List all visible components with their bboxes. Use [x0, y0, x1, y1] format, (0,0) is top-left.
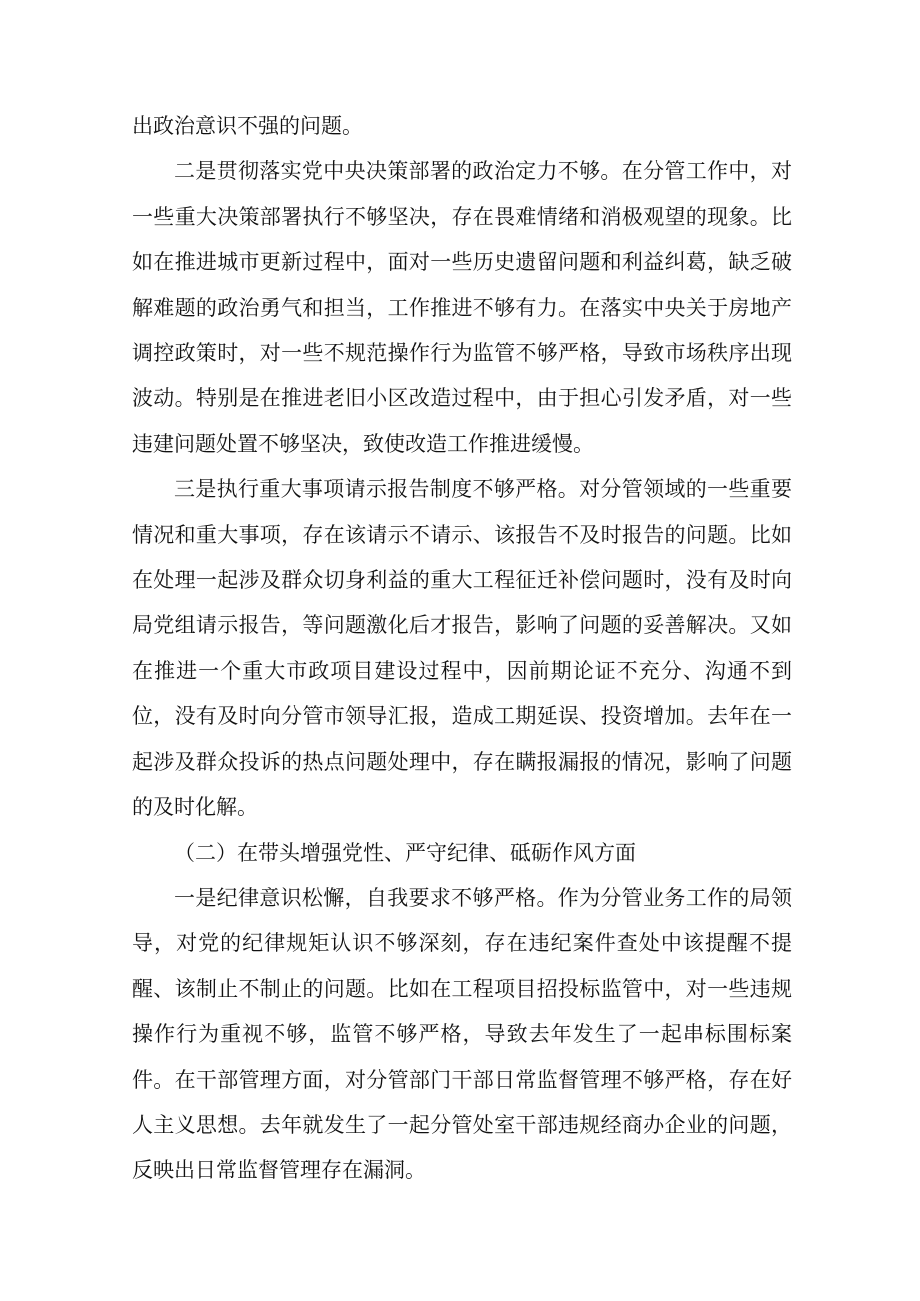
paragraph-point-three: 三是执行重大事项请示报告制度不够严格。对分管领域的一些重要情况和重大事项，存在该请示不请示、该报告不及时报告的问题。比如在处理一起涉及群众切身利益的重大工程征迁补偿问题时，没有及时向局党组请示报告，等问题激化后才报告，影响了问题的妥善解决。又如在推进一个重大市政项目建设过程中，因前期论证不充分、沟通不到位，没有及时向分管市领导汇报，造成工期延误、投资增加。去年在一起涉及群众投诉的热点问题处理中，存在瞒报漏报的情况，影响了问题的及时化解。 [132, 477, 792, 820]
document-body [132, 104, 792, 1194]
paragraph-continuation: 出政治意识不强的问题。 [132, 114, 363, 138]
section-heading: （二）在带头增强党性、严守纪律、砥砺作风方面 [174, 840, 636, 865]
paragraph-point-two: 二是贯彻落实党中央决策部署的政治定力不够。在分管工作中，对一些重大决策部署执行不够坚决，存在畏难情绪和消极观望的现象。比如在推进城市更新过程中，面对一些历史遗留问题和利益纠葛，缺乏破解难题的政治勇气和担当，工作推进不够有力。在落实中央关于房地产调控政策时，对一些不规范操作行为监管不够严格，导致市场秩序出现波动。特别是在推进老旧小区改造过程中，由于担心引发矛盾，对一些违建问题处置不够坚决，致使改造工作推进缓慢。 [132, 159, 792, 456]
paragraph-point-one: 一是纪律意识松懈，自我要求不够严格。作为分管业务工作的局领导，对党的纪律规矩认识不够深刻，存在违纪案件查处中该提醒不提醒、该制止不制止的问题。比如在工程项目招投标监管中，对一些违规操作行为重视不够，监管不够严格，导致去年发生了一起串标围标案件。在干部管理方面，对分管部门干部日常监督管理不够严格，存在好人主义思想。去年就发生了一起分管处室干部违规经商办企业的问题，反映出日常监督管理存在漏洞。 [132, 885, 792, 1183]
